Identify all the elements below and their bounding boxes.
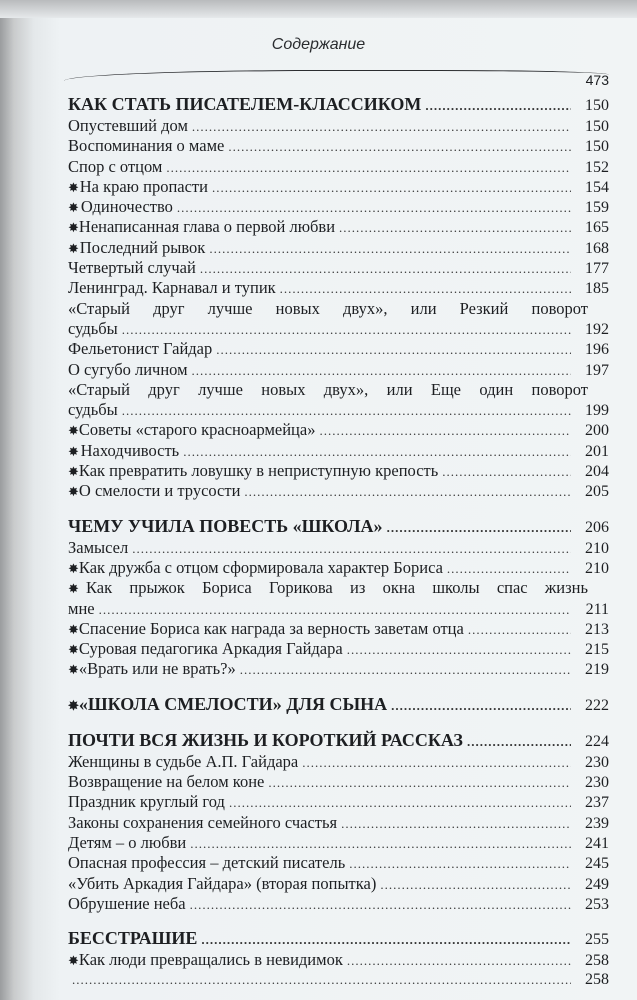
entry-title: Последний рывок (79, 237, 206, 257)
toc-entry (68, 772, 609, 792)
dot-leader (177, 198, 571, 218)
entry-page-number: 230 (585, 774, 609, 792)
bullet-star-icon: ✸ (68, 443, 79, 459)
dot-leader (201, 928, 571, 952)
entry-page-number: 211 (585, 600, 609, 618)
entry-title: БЕССТРАШИЕ (68, 928, 198, 949)
dot-leader (99, 600, 571, 620)
entry-title: Ненаписанная глава о первой любви (78, 217, 336, 237)
entry-page-number: 230 (585, 753, 609, 771)
toc-entry (68, 558, 609, 578)
dot-leader (339, 218, 571, 238)
toc-section-heading (68, 514, 609, 538)
entry-page-number: 249 (585, 875, 609, 893)
entry-title: Советы «старого красноармейца» (78, 420, 316, 440)
entry-title: Детям – о любви (68, 832, 187, 852)
toc-entry (68, 752, 609, 772)
entry-title: ЧЕМУ УЧИЛА ПОВЕСТЬ «ШКОЛА» (68, 515, 383, 536)
header-rule (64, 70, 609, 81)
dot-leader (229, 793, 571, 813)
bullet-star-icon: ✸ (68, 240, 79, 256)
entry-page-number: 165 (585, 219, 609, 237)
entry-title: Опасная профессия – детский писатель (68, 853, 346, 873)
entry-title: «Старый друг лучше новых двух», или Еще один поворот (68, 379, 588, 399)
bullet-star-icon: ✸ (68, 464, 79, 480)
entry-page-number: 255 (585, 931, 609, 949)
dot-leader (166, 158, 571, 178)
dot-leader (347, 951, 571, 971)
dot-leader (349, 854, 571, 874)
entry-title: Спасение Бориса как награда за верность заветам отца (78, 618, 464, 638)
dot-leader (228, 137, 571, 157)
entry-title: Опустевший дом (68, 116, 188, 135)
bullet-star-icon: ✸ (68, 953, 79, 969)
dot-leader (122, 401, 571, 421)
entry-page-number: 253 (585, 895, 609, 913)
bullet-star-icon: ✸ (68, 560, 79, 576)
toc-entry (68, 157, 609, 177)
toc-entry (68, 238, 609, 258)
bullet-star-icon: ✸ (68, 621, 79, 637)
bullet-star-icon: ✸ (68, 697, 79, 713)
entry-title: «Убить Аркадия Гайдара» (вторая попытка) (68, 873, 377, 893)
toc-entry (68, 578, 609, 619)
dot-leader (380, 875, 571, 895)
dot-leader (467, 730, 571, 754)
entry-title: Одиночество (80, 197, 173, 217)
entry-page-number: 150 (585, 97, 609, 114)
dot-leader (212, 178, 571, 198)
bullet-star-icon: ✸ (68, 484, 79, 500)
toc-entry (68, 217, 609, 237)
toc-entry (68, 441, 609, 461)
dot-leader (425, 94, 571, 118)
dot-leader (132, 539, 571, 559)
dot-leader (183, 442, 571, 462)
entry-page-number: 210 (585, 539, 609, 557)
dot-leader (190, 895, 571, 915)
toc-entry (68, 278, 609, 298)
entry-title: Четвертый случай (68, 258, 196, 278)
entry-page-number: 222 (585, 696, 609, 714)
entry-title: ПОЧТИ ВСЯ ЖИЗНЬ И КОРОТКИЙ РАССКАЗ (68, 729, 463, 750)
entry-title: Суровая педагогика Аркадия Гайдара (78, 639, 343, 659)
entry-page-number: 197 (585, 361, 609, 379)
entry-page-number: 199 (585, 402, 609, 420)
entry-page-number: 204 (585, 463, 609, 481)
entry-title: Как люди превращались в невидимок (78, 950, 343, 970)
dot-leader (442, 462, 571, 482)
entry-page-number: 241 (585, 834, 609, 852)
page-edge (0, 0, 637, 18)
entry-title: КАК СТАТЬ ПИСАТЕЛЕМ-КЛАССИКОМ (68, 94, 422, 114)
toc-entry (68, 853, 609, 873)
dot-leader (268, 773, 571, 793)
entry-title: О смелости и трусости (78, 481, 241, 501)
toc-entry (68, 177, 609, 197)
entry-title: Фельетонист Гайдар (68, 339, 213, 359)
entry-page-number: 177 (585, 260, 609, 278)
bullet-star-icon: ✸ (68, 179, 79, 195)
dot-leader (319, 421, 571, 441)
toc-entry (68, 950, 609, 970)
dot-leader (244, 482, 571, 502)
entry-page-number: 200 (585, 422, 609, 440)
entry-page-number: 258 (585, 952, 609, 970)
toc-section-heading (68, 926, 609, 950)
running-title: Содержание (271, 36, 366, 53)
toc-entry (68, 813, 609, 833)
entry-page-number: 201 (585, 442, 609, 460)
entry-page-number: 206 (585, 518, 609, 536)
entry-title: Как прыжок Бориса Горикова из окна школы спас жизнь (86, 578, 588, 598)
toc-entry (68, 894, 609, 914)
entry-page-number: 219 (585, 661, 609, 679)
entry-page-number: 213 (585, 620, 609, 638)
toc-entry (68, 619, 609, 639)
bullet-star-icon: ✸ (68, 642, 79, 658)
bullet-star-icon: ✸ (68, 220, 79, 236)
toc-entry (68, 639, 609, 659)
entry-title: Женщины в судьбе А.П. Гайдара (68, 751, 299, 771)
entry-title: Законы сохранения семейного счастья (68, 812, 338, 832)
dot-leader (447, 559, 571, 579)
toc-entry (68, 659, 609, 679)
entry-title: Как превратить ловушку в неприступную крепость (78, 461, 439, 481)
entry-page-number: 152 (585, 158, 609, 176)
dot-leader (468, 620, 571, 640)
bullet-star-icon: ✸ (68, 581, 79, 597)
entry-title: «Врать или не врать?» (78, 659, 236, 679)
toc-section-heading (68, 92, 609, 116)
toc-entry (68, 874, 609, 894)
toc-entry (68, 339, 609, 359)
page-number: 473 (585, 72, 609, 88)
entry-title: Воспоминания о маме (68, 136, 225, 156)
toc-entry (68, 792, 609, 812)
dot-leader (192, 117, 571, 137)
entry-page-number: 159 (585, 199, 609, 217)
toc-entry (68, 197, 609, 217)
entry-page-number: 154 (585, 178, 609, 196)
entry-title-continued: судьбы (68, 400, 118, 420)
entry-title-continued: судьбы (68, 318, 118, 338)
dot-leader (302, 753, 571, 773)
entry-page-number: 245 (585, 855, 609, 873)
entry-title: Возвращение на белом коне (68, 772, 265, 792)
entry-page-number: 224 (585, 732, 609, 750)
dot-leader (216, 340, 571, 360)
entry-page-number: 210 (585, 559, 609, 577)
entry-title: На краю пропасти (79, 176, 208, 196)
dot-leader (387, 516, 571, 540)
entry-page-number: 205 (585, 483, 609, 501)
entry-page-number: 150 (585, 138, 609, 156)
toc-entry (68, 420, 609, 440)
toc-entry (68, 481, 609, 501)
toc-entry (68, 380, 609, 421)
toc-entry (68, 258, 609, 278)
entry-title: Как дружба с отцом сформировала характер Бориса (78, 557, 443, 577)
entry-title: Замысел (68, 537, 129, 557)
dot-leader (391, 694, 571, 718)
entry-page-number: 215 (585, 641, 609, 659)
entry-page-number: 150 (585, 118, 609, 135)
entry-page-number: 196 (585, 341, 609, 359)
entry-title: Спор с отцом (68, 156, 163, 176)
toc-entry (68, 136, 609, 156)
entry-title: Находчивость (80, 440, 180, 460)
dot-leader (341, 814, 571, 834)
dot-leader (280, 279, 571, 299)
bullet-star-icon: ✸ (68, 423, 79, 439)
toc-entry (68, 970, 609, 990)
dot-leader (209, 239, 571, 259)
toc-entry (68, 461, 609, 481)
entry-page-number: 258 (585, 971, 609, 989)
toc-entry (68, 360, 609, 380)
table-of-contents (68, 92, 609, 991)
entry-title: О сугубо личном (68, 359, 188, 379)
bullet-star-icon: ✸ (68, 200, 79, 216)
bullet-star-icon: ✸ (68, 662, 79, 678)
entry-page-number: 237 (585, 794, 609, 812)
dot-leader (200, 259, 571, 279)
toc-entry (68, 833, 609, 853)
dot-leader (190, 834, 571, 854)
toc-entry (68, 116, 609, 136)
dot-leader (347, 640, 571, 660)
entry-title: «Старый друг лучше новых двух», или Резкий поворот (68, 298, 588, 318)
entry-page-number: 239 (585, 814, 609, 832)
toc-entry (68, 299, 609, 340)
entry-title-continued: мне (68, 598, 95, 618)
dot-leader (192, 361, 571, 381)
toc-section-heading (68, 728, 609, 752)
toc-section-heading (68, 692, 609, 716)
entry-title: Праздник круглый год (68, 792, 225, 812)
entry-page-number: 185 (585, 280, 609, 298)
entry-title: Ленинград. Карнавал и тупик (68, 278, 276, 298)
entry-page-number: 192 (585, 320, 609, 338)
dot-leader (72, 970, 571, 990)
dot-leader (122, 320, 571, 340)
entry-title: «ШКОЛА СМЕЛОСТИ» ДЛЯ СЫНА (78, 693, 388, 714)
toc-entry (68, 538, 609, 558)
entry-page-number: 168 (585, 239, 609, 257)
entry-title: Обрушение неба (68, 893, 186, 913)
dot-leader (240, 660, 571, 680)
